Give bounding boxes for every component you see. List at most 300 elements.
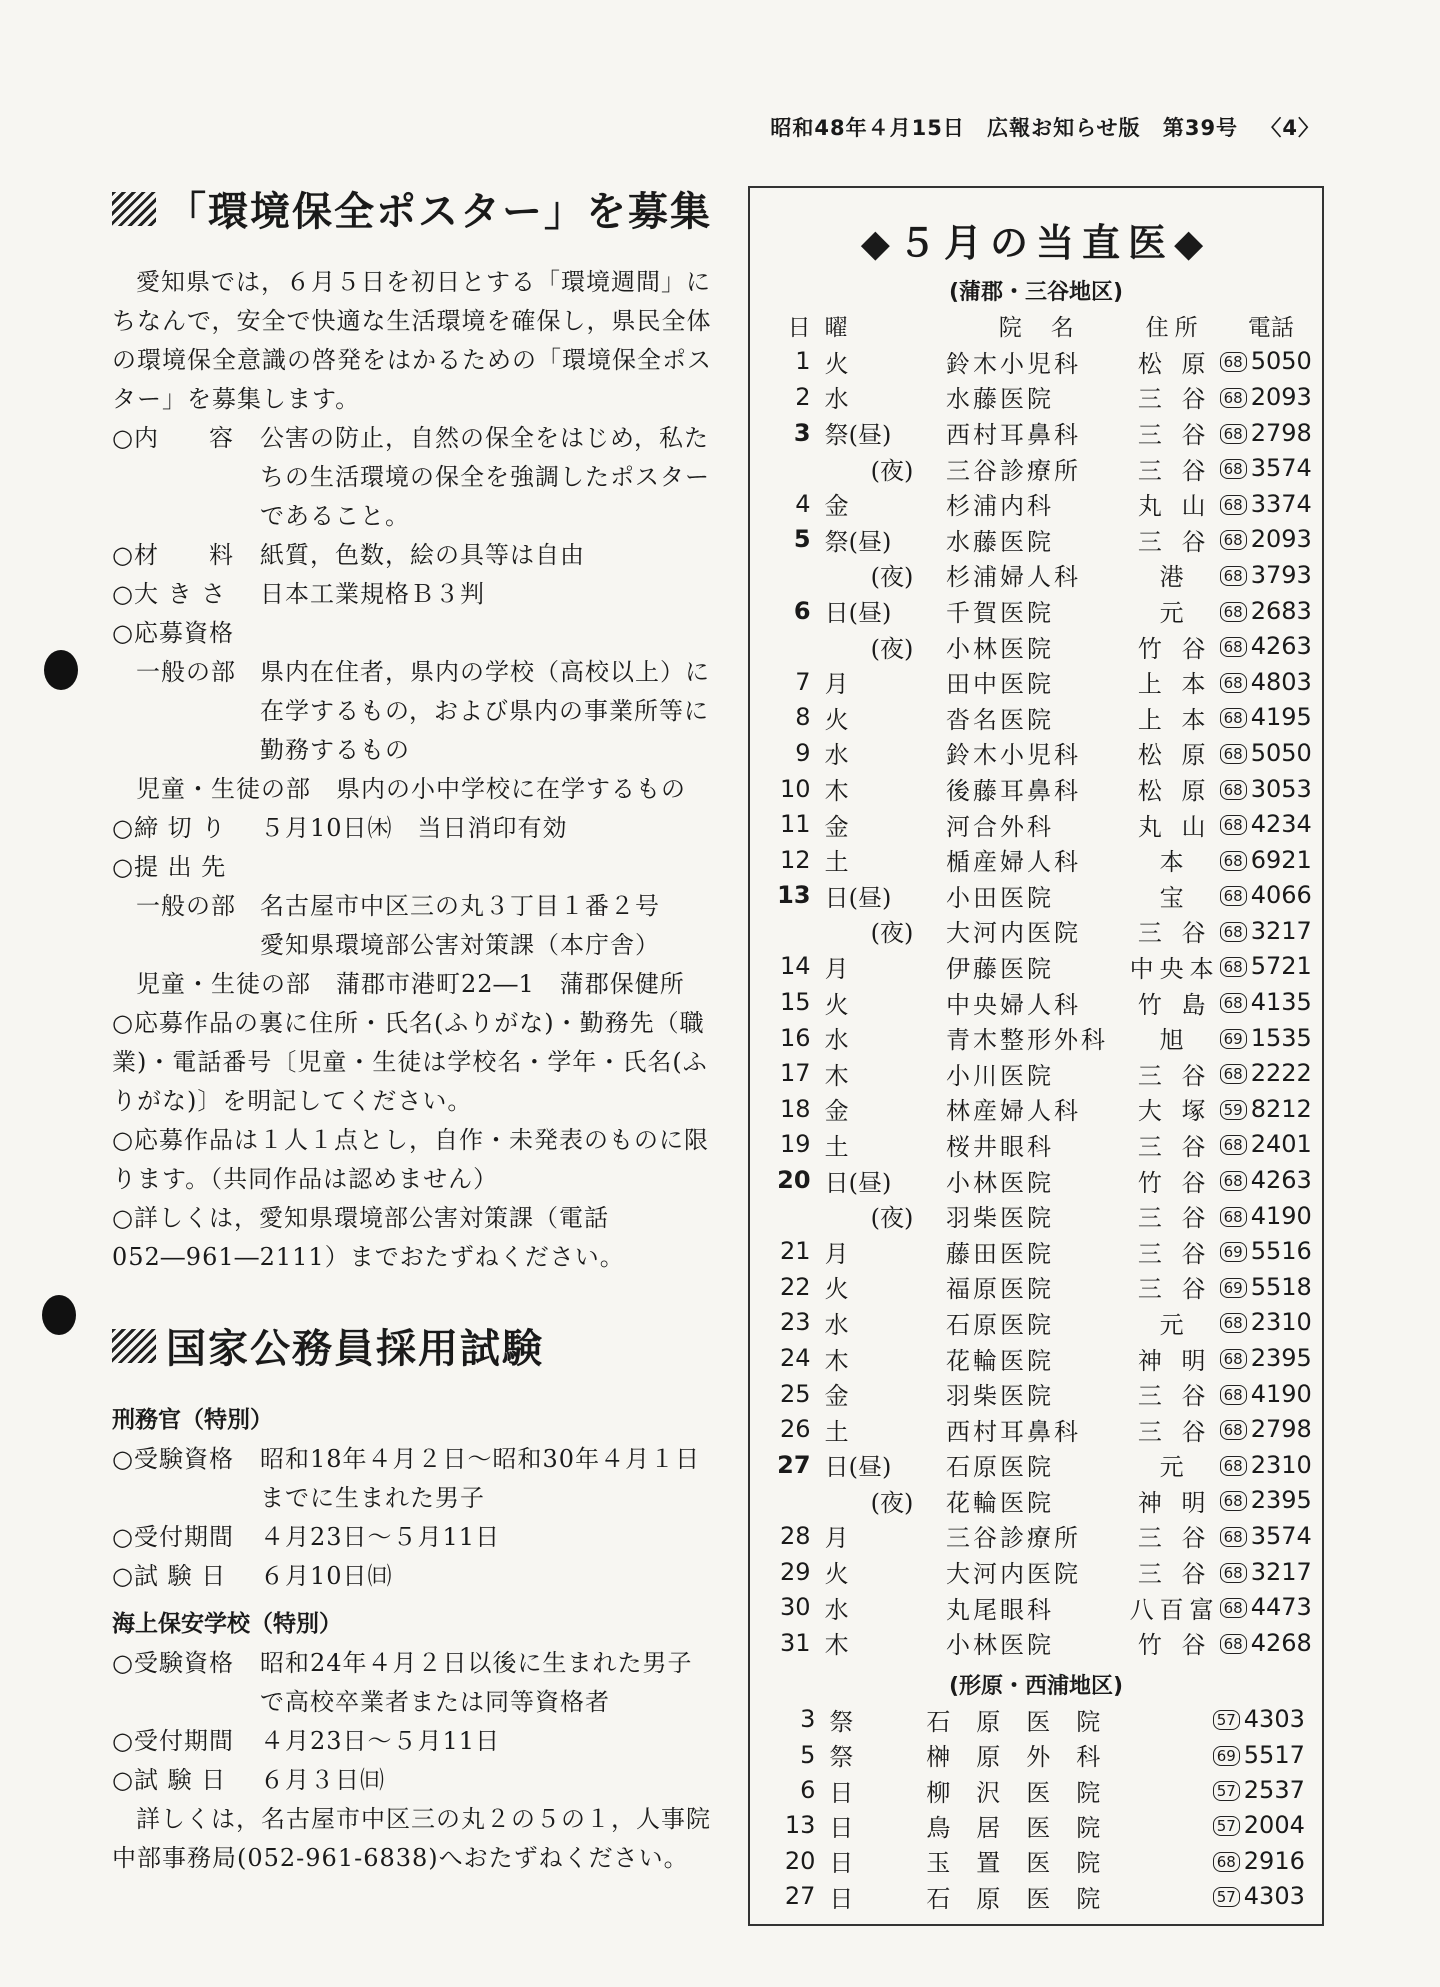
day-cell: 14	[780, 952, 811, 981]
address-cell: 三 谷	[1137, 527, 1212, 556]
area-code: 68	[1220, 780, 1247, 800]
clinic-name-cell: 丸尾眼科	[945, 1595, 1054, 1624]
weekday-cell: 金	[824, 1382, 849, 1411]
area-code: 68	[1220, 1527, 1247, 1547]
hatch-mark-icon	[112, 192, 156, 226]
table-row	[770, 1843, 1322, 1878]
address-cell: 三 谷	[1137, 1239, 1212, 1268]
day-cell: 21	[780, 1237, 811, 1266]
phone-number: 5518	[1250, 1272, 1312, 1301]
poster-note-3: ○詳しくは，愛知県環境部公害対策課（電話052―961―2111）までおたずねください。	[112, 1204, 625, 1271]
clinic-name-cell: 伊藤医院	[945, 954, 1054, 983]
phone-number: 4135	[1250, 988, 1312, 1017]
table-row	[770, 913, 1322, 949]
area-code: 69	[1220, 1029, 1247, 1049]
poster-submit-general2-row: 愛知県環境部公害対策課（本庁舎）	[260, 931, 660, 959]
area-code: 68	[1220, 1064, 1247, 1084]
day-cell: 5	[793, 525, 811, 554]
address-cell: 松 原	[1137, 349, 1212, 378]
phone-number: 2683	[1250, 596, 1312, 625]
phone-number: 3374	[1250, 489, 1312, 518]
phone-number: 4268	[1250, 1628, 1312, 1657]
area-code: 68	[1220, 1385, 1247, 1405]
phone-number: 3574	[1250, 1521, 1312, 1550]
area-code: 68	[1220, 1313, 1247, 1333]
phone-cell	[1220, 771, 1322, 807]
address-cell: 三 谷	[1137, 1275, 1212, 1304]
area-code: 68	[1220, 602, 1247, 622]
weekday-cell: 祭	[829, 1707, 854, 1736]
phone-cell	[1220, 450, 1322, 486]
day-cell: 1	[795, 347, 811, 376]
area-code: 68	[1220, 1135, 1247, 1155]
phone-cell	[1213, 1737, 1322, 1772]
weekday-cell: (夜)	[870, 563, 914, 592]
phone-number: 4473	[1250, 1593, 1312, 1622]
day-cell: 6	[793, 596, 811, 625]
phone-cell	[1220, 949, 1322, 985]
weekday-cell: 火	[824, 705, 849, 734]
weekday-cell: 土	[824, 1417, 849, 1446]
address-cell: 三 谷	[1137, 385, 1212, 414]
exam-b-elig-row: ○受験資格 昭和24年４月２日以後に生まれた男子で高校卒業者または同等資格者	[112, 1649, 693, 1716]
phone-cell	[1220, 1091, 1322, 1127]
phone-cell	[1220, 913, 1322, 949]
day-cell: 2	[795, 382, 811, 411]
table-row	[770, 1233, 1322, 1269]
weekday-cell: 土	[824, 1132, 849, 1161]
area-code: 69	[1220, 1242, 1247, 1262]
col-header-address: 住所	[1145, 315, 1204, 342]
table-row	[770, 664, 1322, 700]
phone-number: 3217	[1250, 1557, 1312, 1586]
area-code: 68	[1220, 1207, 1247, 1227]
phone-cell	[1220, 1162, 1322, 1198]
clinic-name-cell: 水藤医院	[945, 385, 1054, 414]
area-code: 57	[1213, 1710, 1240, 1730]
clinic-name-cell: 小林医院	[945, 1168, 1054, 1197]
phone-number: 3793	[1250, 560, 1312, 589]
poster-general-row: 一般の部 県内在住者，県内の学校（高校以上）に在学するもの，および県内の事業所等に勤務するもの	[136, 658, 710, 764]
weekday-cell: (夜)	[870, 919, 914, 948]
weekday-cell: 月	[824, 1239, 849, 1268]
page-header	[756, 112, 1320, 142]
weekday-cell: 祭	[829, 1743, 854, 1772]
phone-cell	[1220, 344, 1322, 380]
day-cell	[770, 450, 825, 486]
phone-cell	[1220, 1483, 1322, 1519]
clinic-name-cell: 小林医院	[945, 634, 1054, 663]
weekday-cell: (夜)	[870, 634, 914, 663]
day-cell: 20	[784, 1846, 816, 1875]
phone-number: 4303	[1243, 1705, 1305, 1734]
poster-submit-label: ○提 出 先	[112, 853, 227, 881]
poster-note-1: ○応募作品の裏に住所・氏名(ふりがな)・勤務先（職業)・電話番号〔児童・生徒は学校名・学年・氏名(ふりがな)〕を明記してください。	[112, 1009, 708, 1115]
phone-cell	[1220, 1233, 1322, 1269]
phone-cell	[1220, 1020, 1322, 1056]
phone-number: 5050	[1250, 347, 1312, 376]
clinic-name-cell: 石原医院	[926, 1707, 1127, 1736]
day-cell: 18	[780, 1094, 811, 1123]
phone-number: 4263	[1250, 1166, 1312, 1195]
clinic-name-cell: 楯産婦人科	[945, 848, 1081, 877]
weekday-cell: 水	[824, 1310, 849, 1339]
weekday-cell: 水	[824, 1595, 849, 1624]
table-row	[770, 735, 1322, 771]
phone-cell	[1220, 593, 1322, 629]
phone-cell	[1220, 1269, 1322, 1305]
phone-cell	[1220, 628, 1322, 664]
day-cell	[770, 913, 825, 949]
phone-number: 3574	[1250, 454, 1312, 483]
weekday-cell: 木	[824, 777, 849, 806]
address-cell: 三 谷	[1137, 1132, 1212, 1161]
address-cell: 三 谷	[1137, 1061, 1212, 1090]
table-row	[770, 1376, 1322, 1412]
table-row	[770, 379, 1322, 415]
area-code: 68	[1220, 708, 1247, 728]
address-cell: 三 谷	[1137, 1417, 1212, 1446]
clinic-name-cell: 石原医院	[945, 1310, 1054, 1339]
table-row	[770, 628, 1322, 664]
day-cell: 3	[793, 418, 811, 447]
duty-table-gamagori	[770, 308, 1322, 1661]
clinic-name-cell: 三谷診療所	[945, 1524, 1081, 1553]
table-row	[770, 984, 1322, 1020]
clinic-name-cell: 花輪医院	[945, 1488, 1054, 1517]
col-header-day: 日	[787, 315, 811, 342]
table-row	[770, 806, 1322, 842]
weekday-cell: 金	[824, 492, 849, 521]
day-cell: 6	[800, 1776, 816, 1805]
phone-number: 6921	[1250, 845, 1312, 874]
table-row	[770, 522, 1322, 558]
exam-b-date-row: ○試 験 日 ６月３日㈰	[112, 1766, 385, 1794]
phone-number: 2401	[1250, 1130, 1312, 1159]
table-row	[770, 1020, 1322, 1056]
address-cell: 三 谷	[1137, 1382, 1212, 1411]
weekday-cell: 月	[824, 670, 849, 699]
day-cell: 4	[795, 489, 811, 518]
hatch-mark-icon	[112, 1329, 156, 1363]
day-cell: 13	[777, 881, 811, 910]
clinic-name-cell: 田中医院	[945, 670, 1054, 699]
area-code: 68	[1220, 388, 1247, 408]
clinic-name-cell: 羽柴医院	[945, 1204, 1054, 1233]
table-row	[770, 1554, 1322, 1590]
area-code: 69	[1213, 1746, 1240, 1766]
area-code: 68	[1220, 673, 1247, 693]
header-publication: 広報お知らせ版	[987, 116, 1141, 140]
punch-hole	[44, 650, 78, 690]
phone-cell	[1213, 1772, 1322, 1807]
table-row	[770, 1808, 1322, 1843]
clinic-name-cell: 羽柴医院	[945, 1382, 1054, 1411]
phone-number: 2395	[1250, 1486, 1312, 1515]
weekday-cell: 祭(昼)	[824, 421, 892, 450]
address-cell: 元	[1159, 1310, 1190, 1339]
weekday-cell: 木	[824, 1346, 849, 1375]
weekday-cell: 月	[824, 1524, 849, 1553]
clinic-name-cell: 大河内医院	[945, 919, 1081, 948]
header-page: 〈4〉	[1260, 116, 1320, 140]
area-code: 68	[1220, 637, 1247, 657]
clinic-name-cell: 杉浦婦人科	[945, 563, 1081, 592]
table-row	[770, 415, 1322, 451]
area-code: 68	[1220, 1171, 1247, 1191]
weekday-cell: 水	[824, 385, 849, 414]
clinic-name-cell: 千賀医院	[945, 599, 1054, 628]
phone-cell	[1220, 1055, 1322, 1091]
weekday-cell: 金	[824, 812, 849, 841]
clinic-name-cell: 西村耳鼻科	[945, 1417, 1081, 1446]
phone-number: 4190	[1250, 1201, 1312, 1230]
duty-doctors-title: ◆５月の当直医◆	[860, 221, 1212, 265]
table-row	[770, 842, 1322, 878]
day-cell: 24	[780, 1344, 811, 1373]
day-cell: 31	[780, 1628, 811, 1657]
weekday-cell: 日(昼)	[824, 883, 892, 912]
address-cell: 三 谷	[1137, 421, 1212, 450]
poster-section-title: 「環境保全ポスター」を募集	[112, 180, 712, 237]
phone-cell	[1220, 1554, 1322, 1590]
weekday-cell: 火	[824, 990, 849, 1019]
area-code: 68	[1220, 1491, 1247, 1511]
table-row	[770, 450, 1322, 486]
weekday-cell: 祭(昼)	[824, 527, 892, 556]
phone-cell	[1213, 1879, 1322, 1914]
area-code: 68	[1220, 530, 1247, 550]
phone-cell	[1220, 379, 1322, 415]
phone-number: 2537	[1243, 1776, 1305, 1805]
duty-table-katahara	[770, 1702, 1322, 1914]
address-cell: 上 本	[1137, 705, 1212, 734]
phone-number: 2093	[1250, 382, 1312, 411]
table-row	[770, 1447, 1322, 1483]
clinic-name-cell: 鈴木小児科	[945, 741, 1081, 770]
day-cell: 3	[800, 1705, 816, 1734]
phone-number: 2798	[1250, 418, 1312, 447]
area-code: 68	[1220, 459, 1247, 479]
poster-students-row: 児童・生徒の部 県内の小中学校に在学するもの	[136, 775, 686, 803]
phone-number: 2004	[1243, 1811, 1305, 1840]
header-date: 昭和48年４月15日	[770, 116, 965, 140]
clinic-name-cell: 小林医院	[945, 1631, 1054, 1660]
clinic-name-cell: 桜井眼科	[945, 1132, 1054, 1161]
phone-number: 2798	[1250, 1415, 1312, 1444]
day-cell: 9	[795, 738, 811, 767]
clinic-name-cell: 大河内医院	[945, 1560, 1081, 1589]
phone-number: 4303	[1243, 1882, 1305, 1911]
day-cell: 16	[780, 1023, 811, 1052]
day-cell: 5	[800, 1740, 816, 1769]
area-code: 69	[1220, 1278, 1247, 1298]
area-code: 68	[1220, 1349, 1247, 1369]
table-row	[770, 1518, 1322, 1554]
weekday-cell: (夜)	[870, 1204, 914, 1233]
punch-hole	[42, 1295, 76, 1335]
poster-size-row: ○大 き さ 日本工業規格Ｂ３判	[112, 580, 485, 608]
address-cell: 竹 谷	[1137, 634, 1212, 663]
table-row	[770, 1625, 1322, 1661]
area-code: 68	[1220, 1563, 1247, 1583]
weekday-cell: 木	[824, 1631, 849, 1660]
address-cell: 元	[1159, 599, 1190, 628]
poster-submit-students-row: 児童・生徒の部 蒲郡市港町22―1 蒲郡保健所	[136, 970, 685, 998]
clinic-name-cell: 杉浦内科	[945, 492, 1054, 521]
area-code: 68	[1220, 566, 1247, 586]
address-cell: 神 明	[1137, 1346, 1212, 1375]
clinic-name-cell: 青木整形外科	[945, 1026, 1108, 1055]
phone-number: 5721	[1250, 952, 1312, 981]
day-cell: 30	[780, 1593, 811, 1622]
day-cell: 7	[795, 667, 811, 696]
phone-cell	[1220, 1376, 1322, 1412]
weekday-cell: 日(昼)	[824, 1453, 892, 1482]
phone-cell	[1213, 1702, 1322, 1737]
day-cell: 13	[784, 1811, 816, 1840]
col-header-weekday: 曜	[824, 315, 848, 342]
area-code: 59	[1220, 1100, 1247, 1120]
phone-cell	[1220, 1340, 1322, 1376]
clinic-name-cell: 沓名医院	[945, 705, 1054, 734]
clinic-name-cell: 水藤医院	[945, 527, 1054, 556]
poster-intro: 愛知県では，６月５日を初日とする「環境週間」にちなんで，安全で快適な生活環境を確保し，県民全体の環境保全意識の啓発をはかるための「環境保全ポスター」を募集します。	[112, 268, 712, 413]
exam-section-title: 国家公務員採用試験	[112, 1317, 712, 1374]
phone-cell	[1220, 1518, 1322, 1554]
phone-number: 2093	[1250, 525, 1312, 554]
weekday-cell: 日(昼)	[824, 1168, 892, 1197]
poster-eligibility-label: ○応募資格	[112, 619, 234, 647]
poster-note-2: ○応募作品は１人１点とし，自作・未発表のものに限ります。（共同作品は認めません）	[112, 1126, 709, 1193]
phone-number: 5517	[1243, 1740, 1305, 1769]
clinic-name-cell: 福原医院	[945, 1275, 1054, 1304]
address-cell: 宝	[1159, 883, 1190, 912]
exam-b-period-row: ○受付期間 ４月23日～５月11日	[112, 1727, 501, 1755]
phone-cell	[1220, 1447, 1322, 1483]
table-row	[770, 1702, 1322, 1737]
clinic-name-cell: 三谷診療所	[945, 456, 1081, 485]
table-row	[770, 1340, 1322, 1376]
weekday-cell: 日(昼)	[824, 599, 892, 628]
area-heading-katahara: (形原・西浦地区)	[948, 1673, 1124, 1699]
area-code: 57	[1213, 1781, 1240, 1801]
phone-cell	[1220, 735, 1322, 771]
day-cell: 28	[780, 1521, 811, 1550]
phone-number: 5516	[1250, 1237, 1312, 1266]
weekday-cell: 日	[829, 1849, 854, 1878]
table-row	[770, 1055, 1322, 1091]
day-cell: 8	[795, 703, 811, 732]
address-cell: 元	[1159, 1453, 1190, 1482]
weekday-cell: 日	[829, 1813, 854, 1842]
clinic-name-cell: 花輪医院	[945, 1346, 1054, 1375]
table-row	[770, 1305, 1322, 1341]
table-row	[770, 1127, 1322, 1163]
clinic-name-cell: 玉置医院	[926, 1849, 1127, 1878]
address-cell: 上 本	[1137, 670, 1212, 699]
left-column	[112, 180, 712, 1878]
phone-cell	[1220, 1589, 1322, 1625]
address-cell: 丸 山	[1137, 492, 1212, 521]
address-cell: 松 原	[1137, 741, 1212, 770]
address-cell: 八百富	[1129, 1595, 1220, 1624]
header-issue: 第39号	[1162, 116, 1239, 140]
phone-cell	[1220, 984, 1322, 1020]
address-cell: 本	[1159, 848, 1190, 877]
phone-cell	[1220, 842, 1322, 878]
clinic-name-cell: 西村耳鼻科	[945, 421, 1081, 450]
table-row	[770, 344, 1322, 380]
exam-contact: 詳しくは，名古屋市中区三の丸２の５の１，人事院中部事務局(052-961-6838)へおたずねください。	[112, 1805, 711, 1872]
weekday-cell: 水	[824, 1026, 849, 1055]
area-code: 68	[1220, 352, 1247, 372]
table-row	[770, 1411, 1322, 1447]
phone-number: 8212	[1250, 1094, 1312, 1123]
clinic-name-cell: 中央婦人科	[945, 990, 1081, 1019]
phone-number: 4195	[1250, 703, 1312, 732]
area-code: 68	[1220, 744, 1247, 764]
day-cell	[770, 1198, 825, 1234]
clinic-name-cell: 榊原外科	[926, 1743, 1127, 1772]
address-cell: 中央本	[1129, 954, 1220, 983]
day-cell: 15	[780, 988, 811, 1017]
clinic-name-cell: 後藤耳鼻科	[945, 777, 1081, 806]
day-cell	[770, 557, 825, 593]
table-row	[770, 593, 1322, 629]
address-cell: 竹 谷	[1137, 1168, 1212, 1197]
phone-number: 2310	[1250, 1308, 1312, 1337]
phone-cell	[1220, 1305, 1322, 1341]
area-code: 68	[1220, 1634, 1247, 1654]
table-row	[770, 1483, 1322, 1519]
exam-a-heading: 刑務官（特別）	[112, 1407, 273, 1433]
duty-doctors-box	[748, 186, 1324, 1926]
area-code: 57	[1213, 1887, 1240, 1907]
phone-number: 4234	[1250, 810, 1312, 839]
clinic-name-cell: 藤田医院	[945, 1239, 1054, 1268]
table-row	[770, 486, 1322, 522]
day-cell: 29	[780, 1557, 811, 1586]
day-cell: 17	[780, 1059, 811, 1088]
clinic-name-cell: 鳥居医院	[926, 1813, 1127, 1842]
poster-content-row: ○内 容 公害の防止，自然の保全をはじめ，私たちの生活環境の保全を強調したポスターであること。	[112, 424, 710, 530]
phone-cell	[1220, 700, 1322, 736]
weekday-cell: 月	[824, 954, 849, 983]
address-cell: 松 原	[1137, 777, 1212, 806]
clinic-name-cell: 小田医院	[945, 883, 1054, 912]
address-cell: 神 明	[1137, 1488, 1212, 1517]
phone-number: 2916	[1243, 1846, 1305, 1875]
table-row	[770, 700, 1322, 736]
phone-cell	[1220, 557, 1322, 593]
table-row	[770, 1879, 1322, 1914]
table-row	[770, 557, 1322, 593]
weekday-cell: 火	[824, 1560, 849, 1589]
weekday-cell: 土	[824, 848, 849, 877]
clinic-name-cell: 柳沢医院	[926, 1778, 1127, 1807]
phone-cell	[1213, 1843, 1322, 1878]
table-row	[770, 1162, 1322, 1198]
day-cell: 23	[780, 1308, 811, 1337]
exam-a-date-row: ○試 験 日 ６月10日㈰	[112, 1562, 393, 1590]
weekday-cell: 金	[824, 1097, 849, 1126]
day-cell: 12	[780, 845, 811, 874]
address-cell: 竹 谷	[1137, 1631, 1212, 1660]
area-heading-gamagori: (蒲郡・三谷地区)	[948, 280, 1124, 305]
area-code: 68	[1213, 1852, 1240, 1872]
table-row	[770, 1198, 1322, 1234]
